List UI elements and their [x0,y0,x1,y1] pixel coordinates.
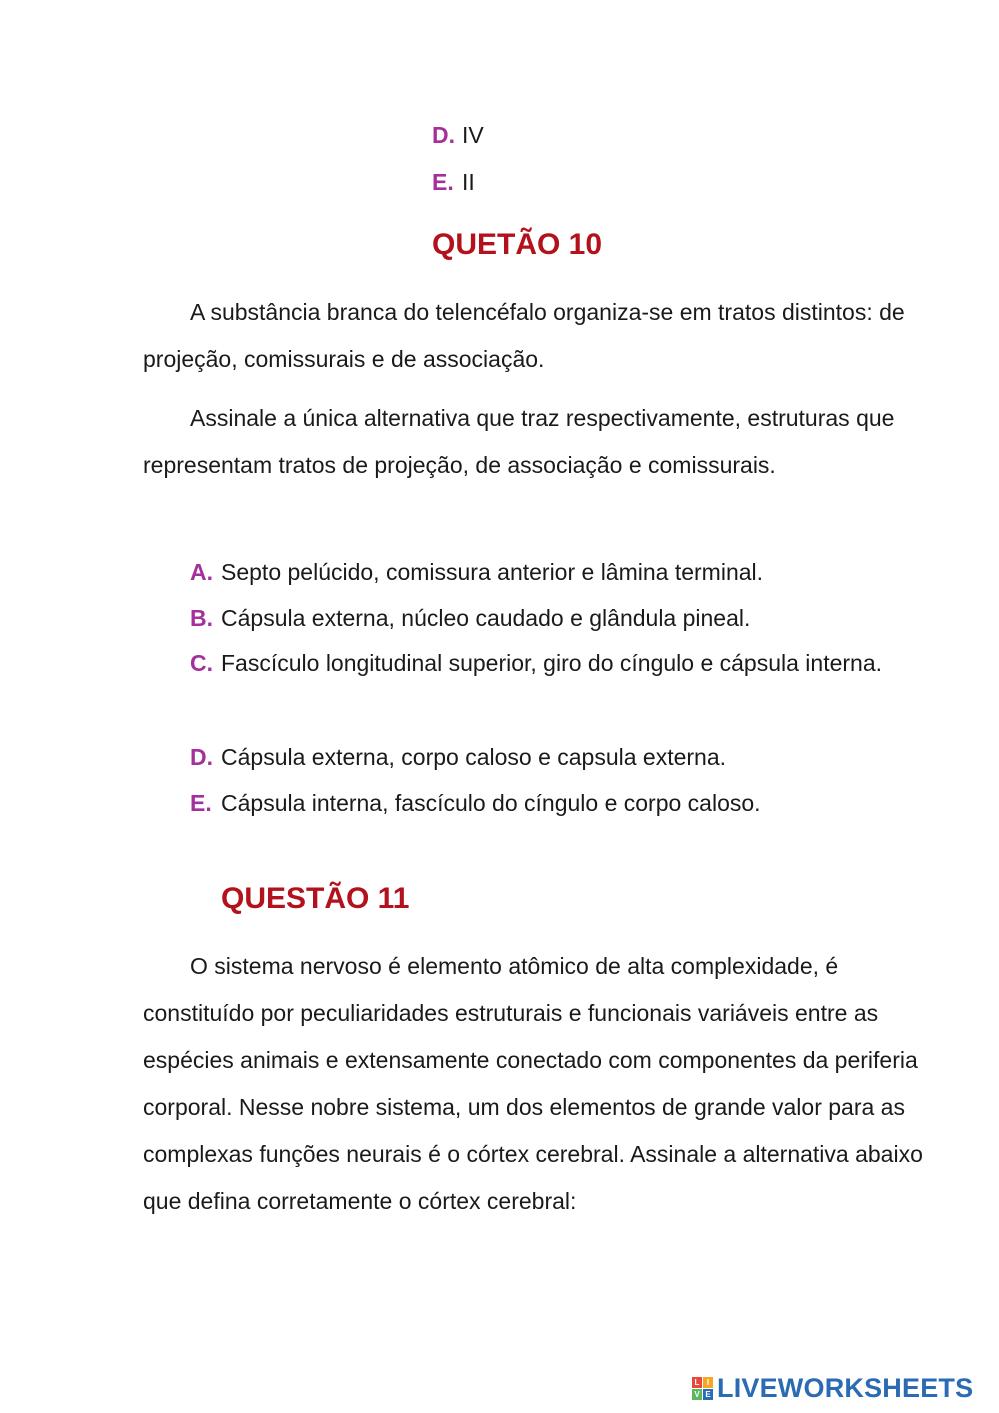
logo-letter-i: I [703,1377,713,1388]
option-text: Cápsula externa, núcleo caudado e glândula pineal. [221,605,751,631]
option-letter: E. [190,790,212,816]
option-letter: A. [190,559,213,585]
option-letter: C. [190,650,213,676]
q10-option-c[interactable] [190,640,910,687]
q10-option-b[interactable] [190,604,750,632]
question-10-paragraph-2 [143,395,923,489]
q10-option-a[interactable] [190,558,763,586]
option-text: Septo pelúcido, comissura anterior e lâmina terminal. [221,559,764,585]
liveworksheets-logo[interactable] [692,1373,973,1404]
option-letter: E. [432,169,454,195]
question-11-title: QUESTÃO 11 [221,882,410,915]
option-letter: B. [190,605,213,631]
question-11-paragraph-1 [143,943,923,1225]
logo-text: LIVEWORKSHEETS [717,1373,974,1403]
q10-para1-text: A substância branca do telencéfalo organiza-se em tratos distintos: de projeção, comissurais e de associação. [143,299,905,372]
logo-icon [692,1377,713,1400]
option-text: IV [462,122,484,148]
option-text: Fascículo longitudinal superior, giro do cíngulo e cápsula interna. [221,650,883,676]
logo-letter-l: L [692,1377,702,1388]
question-10-title: QUETÃO 10 [432,228,603,261]
option-text: II [462,169,475,195]
q11-para1-text: O sistema nervoso é elemento atômico de alta complexidade, é constituído por peculiaridades estruturais e funcionais variáveis entre as espécies animais e extensamente conectado com componentes da periferia corporal. Nesse nobre sistema, um dos elementos de grande valor para as complexas funções neurais é o córtex cerebral. Assinale a alternativa abaixo que defina corretamente o córtex cerebral: [143,953,923,1214]
q10-option-e[interactable] [190,789,761,817]
prev-option-e[interactable] [432,168,475,196]
question-10-paragraph-1 [143,289,923,383]
q10-option-d[interactable] [190,743,726,771]
logo-letter-e: E [703,1389,713,1400]
option-letter: D. [432,122,455,148]
option-text: Cápsula externa, corpo caloso e capsula externa. [221,744,727,770]
logo-letter-v: V [692,1389,702,1400]
option-letter: D. [190,744,213,770]
option-text: Cápsula interna, fascículo do cíngulo e corpo caloso. [221,790,761,816]
prev-option-d[interactable] [432,121,484,149]
q10-para2-text: Assinale a única alternativa que traz respectivamente, estruturas que representam tratos de projeção, de associação e comissurais. [143,405,895,478]
